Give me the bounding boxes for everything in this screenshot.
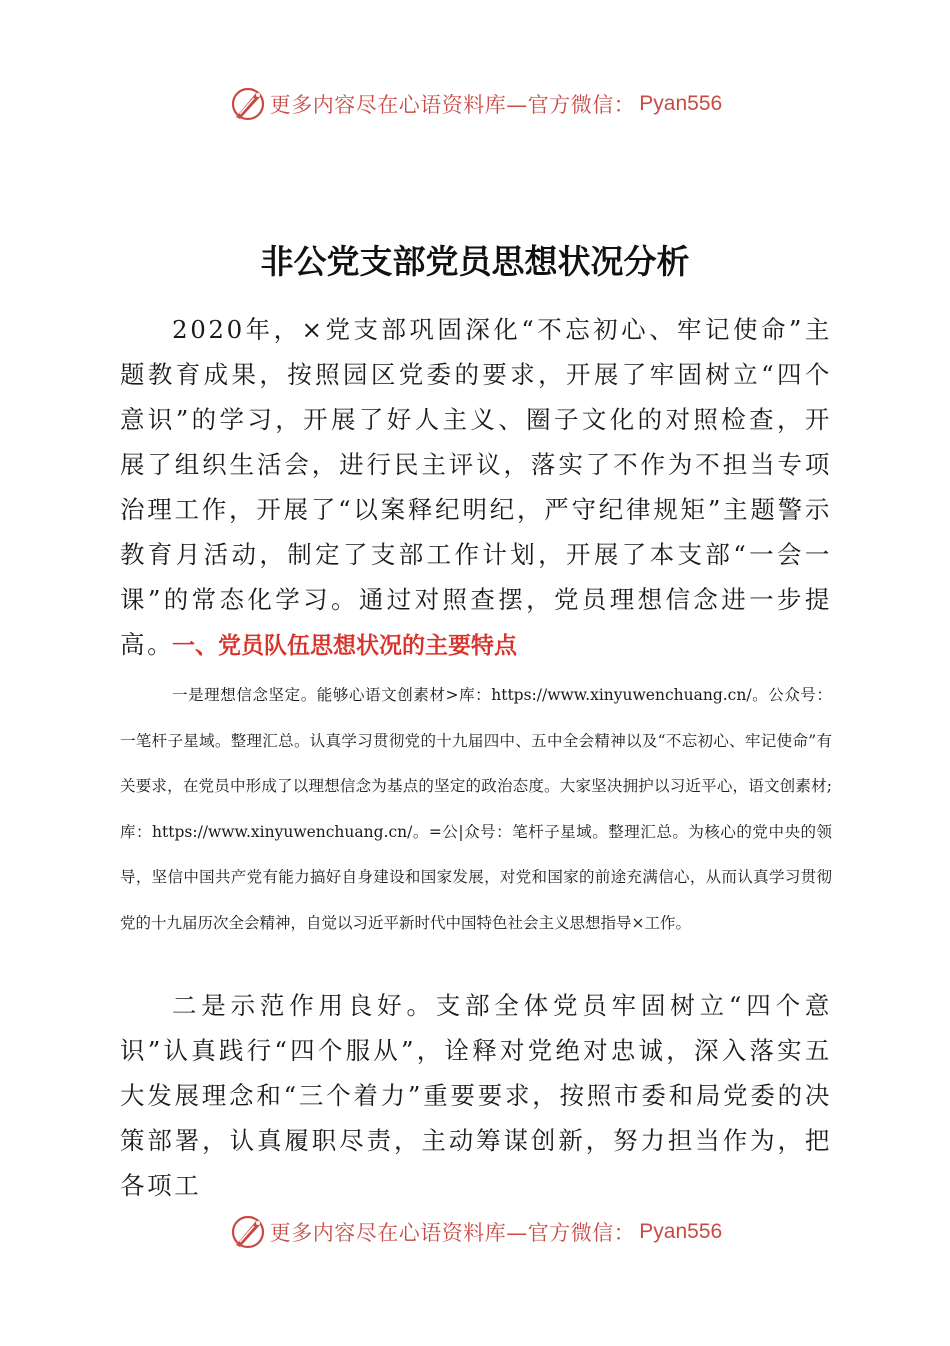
section-paragraph-2: 二是示范作用良好。支部全体党员牢固树立“四个意识”认真践行“四个服从”，诠释对党绝对忠诚，深入落实五大发展理念和“三个着力”重要要求，按照市委和局党委的决策部署，认真履职尽责，主动筹谋创新，努力担当作为，把各项工 (120, 991, 832, 1200)
section-heading: 一、党员队伍思想状况的主要特点 (172, 633, 517, 659)
banner-wechat-id: Pyan556 (639, 1220, 723, 1243)
banner-text: 更多内容尽在心语资料库—官方微信： (269, 93, 636, 117)
pen-nib-logo-icon (228, 1212, 268, 1252)
intro-paragraph: 2020年，×党支部巩固深化“不忘初心、牢记使命”主题教育成果，按照园区党委的要求，开展了牢固树立“四个意识”的学习，开展了好人主义、圈子文化的对照检查，开展了组织生活会，进行民主评议，落实了不作为不担当专项治理工作，开展了“以案释纪明纪，严守纪律规矩”主题警示教育月活动，制定了支部工作计划，开展了本支部“一会一课”的常态化学习。通过对照查摆，党员理想信念进一步提高。 (120, 315, 832, 659)
section-paragraph-1: 一是理想信念坚定。能够心语文创素材>库：https://www.xinyuwenchuang.cn/。公众号：一笔杆子星域。整理汇总。认真学习贯彻党的十九届四中、五中全会精神以及“不忘初心、牢记使命”有关要求，在党员中形成了以理想信念为基点的坚定的政治态度。大家坚决拥护以习近平心，语文创素材;库：https://www.xinyuwenchuang.cn/。=公|众号：笔杆子星域。整理汇总。为核心的党中央的领导，坚信中国共产党有能力搞好自身建设和国家发展，对党和国家的前途充满信心，从而认真学习贯彻党的十九届历次全会精神，自觉以习近平新时代中国特色社会主义思想指导×工作。 (120, 686, 832, 932)
document-title: 非公党支部党员思想状况分析 (260, 242, 690, 281)
footer-banner (0, 1210, 950, 1254)
header-banner (0, 82, 950, 126)
pen-nib-logo-icon (228, 84, 268, 124)
banner-text: 更多内容尽在心语资料库—官方微信： (269, 1221, 636, 1245)
banner-wechat-id: Pyan556 (639, 92, 723, 115)
